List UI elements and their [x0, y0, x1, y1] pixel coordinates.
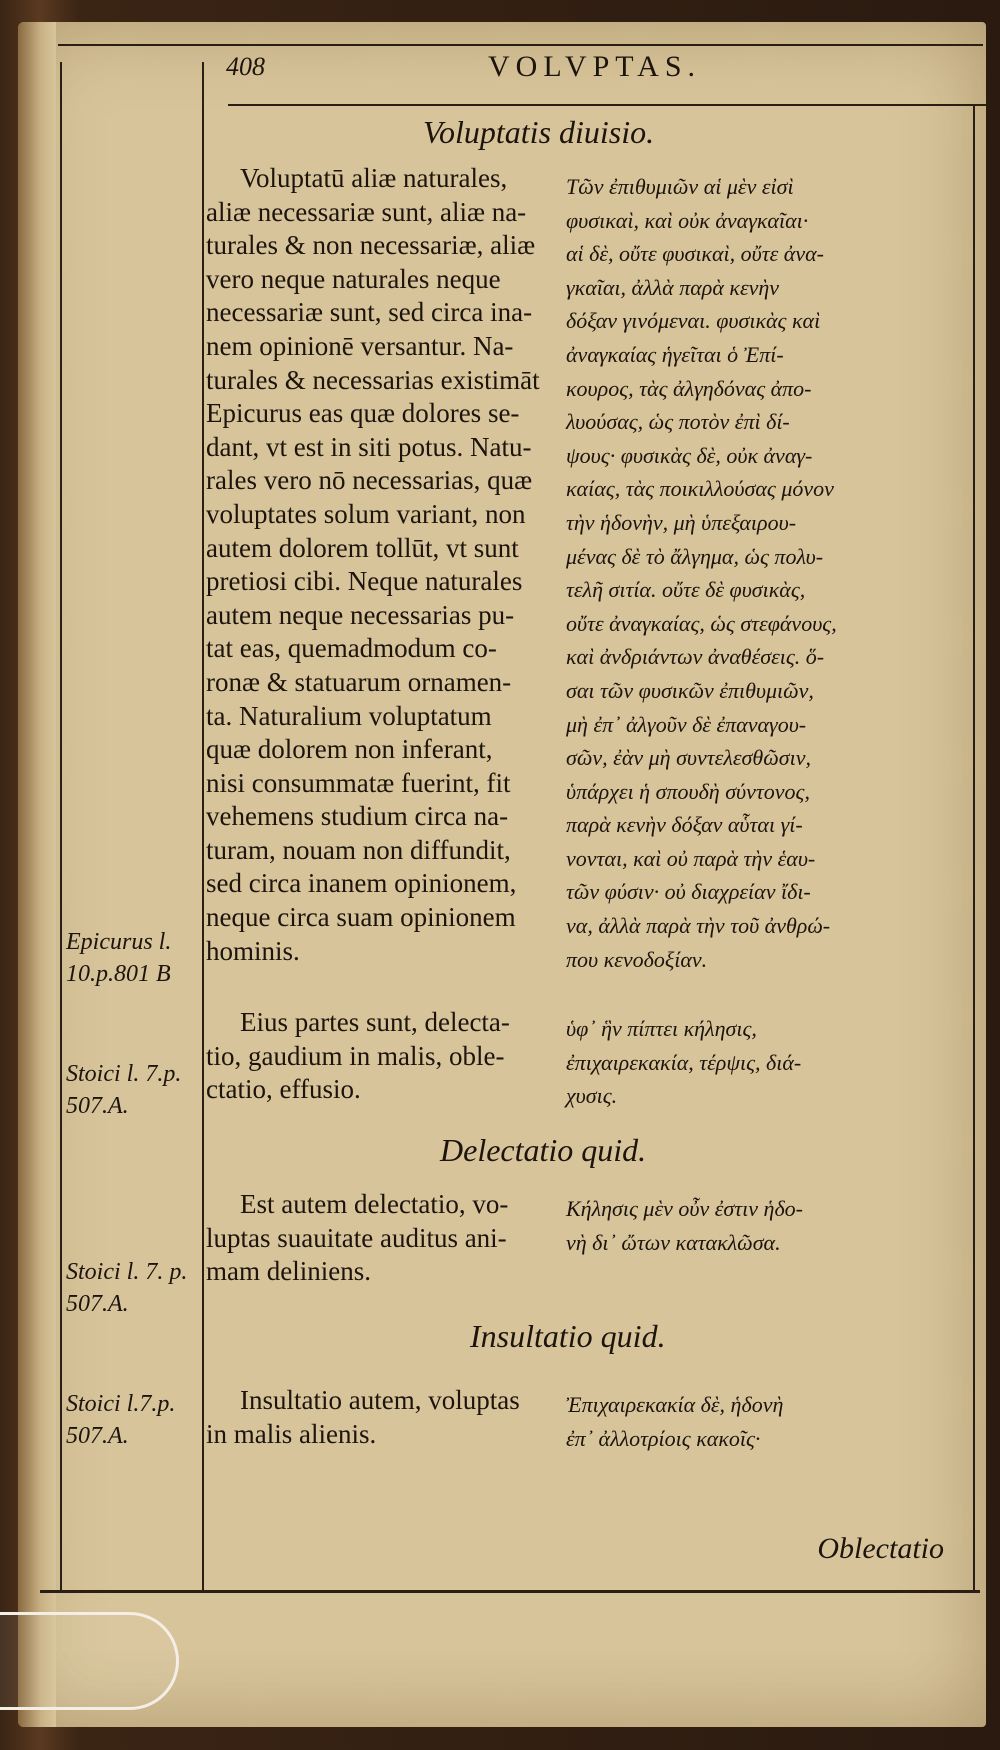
section-title-voluptatis-diuisio: Voluptatis diuisio. [423, 114, 655, 150]
latin-line: sed circa inanem opinionem, [206, 868, 517, 899]
greek-line: Κήλησις μὲν οὖν ἐστιν ἡδο- [566, 1196, 803, 1221]
frame-rule-margin [202, 62, 204, 1592]
greek-line: νονται, καὶ οὐ παρὰ τὴν ἑαυ- [566, 845, 816, 871]
margin-note-line: 507.A. [66, 1423, 129, 1449]
margin-note-stoici-3 [66, 1388, 175, 1452]
latin-text-voluptatis [206, 162, 546, 968]
margin-note-line: Stoici l.7.p. [66, 1391, 176, 1417]
latin-line: Est autem delectatio, vo- [240, 1189, 509, 1219]
latin-line: autem dolorem tollūt, vt sunt [206, 532, 519, 563]
page-number: 408 [226, 52, 265, 81]
latin-line: Eius partes sunt, delecta- [240, 1007, 510, 1037]
margin-note-stoici-1 [66, 1058, 181, 1122]
margin-note-line: 10.p.801 B [66, 961, 171, 987]
greek-text-partes [566, 1012, 966, 1113]
latin-line: vero neque naturales neque [206, 263, 501, 294]
section-title-insultatio: Insultatio quid. [470, 1318, 666, 1354]
latin-line: mam deliniens. [206, 1256, 371, 1287]
latin-line: pretiosi cibi. Neque naturales [206, 566, 523, 597]
greek-line: Τῶν ἐπιθυμιῶν αἱ μὲν εἰσὶ [566, 174, 794, 199]
margin-note-line: 507.A. [66, 1093, 129, 1119]
latin-line: turales & necessarias existimāt [206, 364, 540, 395]
frame-rule-bottom [40, 1590, 980, 1593]
greek-line: καὶ ἀνδριάντων ἀναθέσεις. ὅ- [566, 644, 825, 670]
greek-line: παρὰ κενὴν δόξαν αὗται γί- [566, 812, 803, 838]
book-spine [18, 22, 56, 1727]
latin-line: neque circa suam opinionem [206, 902, 516, 933]
latin-line: vehemens studium circa na- [206, 801, 509, 832]
greek-line: νὴ δι᾽ ὤτων κατακλῶσα. [566, 1229, 781, 1255]
greek-line: φυσικαὶ, καὶ οὐκ ἀναγκαῖαι· [566, 207, 809, 233]
book-page [18, 22, 986, 1727]
latin-line: nem opinionē versantur. Na- [206, 330, 514, 361]
greek-line: ἐπ᾽ ἀλλοτρίοις κακοῖς· [566, 1425, 761, 1451]
greek-line: καίας, τὰς ποικιλλούσας μόνον [566, 476, 834, 502]
greek-line: χυσις. [566, 1083, 618, 1109]
greek-line: τῶν φύσιν· οὐ διαχρείαν ἴδι- [566, 879, 811, 905]
latin-line: tat eas, quemadmodum co- [206, 633, 497, 664]
latin-line: voluptates solum variant, non [206, 498, 526, 529]
latin-line: Voluptatū aliæ naturales, [240, 163, 508, 193]
greek-line: τελῆ σιτία. οὔτε δὲ φυσικὰς, [566, 577, 806, 603]
latin-line: turales & non necessariæ, aliæ [206, 230, 536, 261]
frame-rule-right [973, 104, 975, 1592]
frame-rule-top [58, 44, 983, 46]
greek-line: λυούσας, ὡς ποτὸν ἐπὶ δί- [566, 409, 790, 435]
greek-line: δόξαν γινόμεναι. φυσικὰς καὶ [566, 308, 821, 334]
latin-line: Epicurus eas quæ dolores se- [206, 398, 520, 429]
greek-text-delectatio [566, 1192, 966, 1259]
latin-text-delectatio [206, 1188, 546, 1289]
latin-line: turam, nouam non diffundit, [206, 834, 511, 865]
latin-line: tio, gaudium in malis, oble- [206, 1040, 505, 1071]
latin-line: autem neque necessarias pu- [206, 599, 515, 630]
page-tab-marker [0, 1612, 179, 1710]
greek-line: που κενοδοξίαν. [566, 946, 708, 972]
greek-line: αἱ δὲ, οὔτε φυσικαὶ, οὔτε ἀνα- [566, 241, 824, 267]
latin-line: dant, vt est in siti potus. Natu- [206, 431, 532, 462]
margin-note-line: Epicurus l. [66, 929, 172, 955]
margin-note-line: Stoici l. 7. p. [66, 1259, 188, 1285]
greek-line: σῶν, ἐὰν μὴ συντελεσθῶσιν, [566, 745, 811, 771]
latin-text-partes [206, 1006, 546, 1107]
section-title-delectatio: Delectatio quid. [440, 1132, 647, 1168]
greek-line: μὴ ἐπ᾽ ἀλγοῦν δὲ ἐπαναγου- [566, 711, 807, 737]
margin-note-stoici-2 [66, 1256, 187, 1320]
greek-line: ὑφ᾽ ἣν πίπτει κήλησις, [566, 1016, 757, 1041]
greek-line: να, ἀλλὰ παρὰ τὴν τοῦ ἀνθρώ- [566, 913, 831, 939]
greek-line: ὑπάρχει ἡ σπουδὴ σύντονος, [566, 778, 810, 804]
latin-line: Insultatio autem, voluptas [240, 1385, 520, 1415]
latin-line: nisi consummatæ fuerint, fit [206, 767, 511, 798]
greek-text-voluptatis [566, 170, 966, 976]
margin-note-line: 507.A. [66, 1291, 129, 1317]
latin-line: luptas suauitate auditus ani- [206, 1222, 507, 1253]
running-title: VOLVPTAS. [488, 50, 702, 83]
latin-line: aliæ necessariæ sunt, aliæ na- [206, 196, 527, 227]
latin-line: rales vero nō necessarias, quæ [206, 465, 533, 496]
greek-line: κουρος, τὰς ἀλγηδόνας ἀπο- [566, 375, 812, 401]
greek-line: τὴν ἡδονὴν, μὴ ὑπεξαιρου- [566, 509, 797, 535]
greek-line: ἀναγκαίας ἡγεῖται ὁ Ἐπί- [566, 341, 784, 367]
latin-line: ta. Naturalium voluptatum [206, 700, 492, 731]
greek-text-insultatio [566, 1388, 966, 1455]
greek-line: ψους· φυσικὰς δὲ, οὐκ ἀναγ- [566, 442, 813, 468]
margin-note-line: Stoici l. 7.p. [66, 1061, 182, 1087]
latin-line: quæ dolorem non inferant, [206, 734, 493, 765]
latin-line: in malis alienis. [206, 1418, 377, 1449]
greek-line: Ἐπιχαιρεκακία δὲ, ἡδονὴ [566, 1392, 784, 1417]
greek-line: μένας δὲ τὸ ἄλγημα, ὡς πολυ- [566, 543, 824, 569]
latin-line: necessariæ sunt, sed circa ina- [206, 297, 533, 328]
latin-text-insultatio [206, 1384, 546, 1451]
frame-rule-left [60, 62, 62, 1592]
frame-rule-header [228, 104, 988, 106]
greek-line: γκαῖαι, ἀλλὰ παρὰ κενὴν [566, 274, 780, 300]
latin-line: hominis. [206, 935, 300, 966]
margin-note-epicurus [66, 926, 171, 990]
latin-line: ronæ & statuarum ornamen- [206, 666, 512, 697]
greek-line: οὔτε ἀναγκαίας, ὡς στεφάνους, [566, 610, 837, 636]
catchword: Oblectatio [817, 1532, 944, 1565]
greek-line: σαι τῶν φυσικῶν ἐπιθυμιῶν, [566, 677, 814, 703]
greek-line: ἐπιχαιρεκακία, τέρψις, διά- [566, 1049, 802, 1075]
latin-line: ctatio, effusio. [206, 1074, 361, 1105]
